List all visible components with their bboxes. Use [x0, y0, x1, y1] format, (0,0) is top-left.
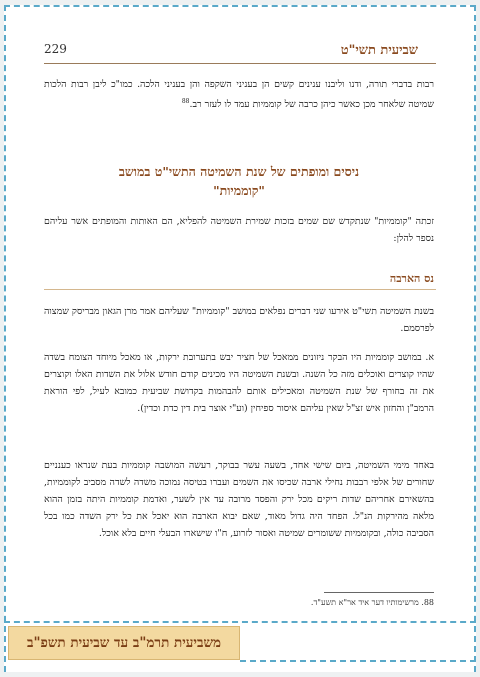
- footnote: 88. מרשימותיו דער איד אר"א תשע"ד.: [310, 598, 434, 607]
- footnote-mark: 88: [181, 98, 190, 105]
- section-title-line-2: "קוממיות": [213, 183, 265, 198]
- section-title-line-1: ניסים ומופתים של שנת השמיטה התשי"ט במושב: [118, 164, 360, 179]
- page-number: 229: [44, 42, 67, 56]
- bottom-dashed-line: [240, 660, 476, 662]
- bottom-dashed-border: [4, 621, 476, 623]
- intro-paragraph: [44, 76, 434, 113]
- book-title-banner: משביעית תרמ"ב עד שביעית תשפ"ב: [8, 626, 240, 660]
- section-title: [44, 162, 434, 200]
- section-intro: זכתה "קוממיות" שנתקדש שם שמים בזכות שמירת השמיטה להפליא, הם האותות והמופתים אשר עליהם נספר להלן:: [44, 216, 434, 244]
- footnote-rule: [324, 592, 434, 593]
- subheading-rule: [44, 289, 436, 290]
- intro-text: רבות בדברי תורה, ודנו וליבנו ענינים קשים הן בעניני השקפה והן בעניני הלכה. כמו"כ ליבן רבות הלכות שמיטה שלאחר מכן כאשר כיהן כרבה של קוממיות עמד לו לעזר רב.: [44, 79, 434, 111]
- paragraph-3: באחד מימי השמיטה, ביום שישי אחד, בשעה עשר בבוקר, רעשה המושבה קוממיות בעת שנראו כענניים שחורים של אלפי רבבות נחילי ארבה שכיסו את השמים ועברו בטיסה נמוכה משדה לשדה מסביב לקוממיות, בהשאירם אחריהם שדות ריקים מכל ירק והפסד מרובה עד אין לשער, ואדמת קוממיות היתה בזמן ההוא מלאה מהירקות הנ"ל. הפחד היה גדול מאוד, שאם יבוא הארבה הוא יאכל את כל ירק השדה כמו בכל הסביבה כולה, ובקוממיות ששומרים שמיטה ואסור לזרוע, ח"ו שישארו הבעלי חיים בלא אוכל.: [44, 460, 434, 539]
- running-title: שביעית תשי"ט: [340, 43, 418, 58]
- subsection-heading: נס הארבה: [389, 272, 434, 285]
- paragraph-1: בשנת השמיטה תשי"ט אירעו שני דברים נפלאים במושב "קוממיות" שעליהם אמר מרן הגאון מבריסק שמצוה לפרסמם.: [44, 306, 434, 334]
- header-rule: [44, 63, 436, 64]
- paragraph-2: א. במושב קוממיות היו הבקר ניזונים ממאכל של חציר יבש בתערובת ירקות, או מאכל מיוחד הצומח בשדה שהיו קוצרים ואוכלים מזה כל השנה. ובשנת השמיטה היו מכינים קודם חודש אלול את השדות האלו וקוצרים את זה בחורף של שנת השמיטה ומאכילים אותם להבהמות בקדושת שביעית כמובא לעיל, לפי הוראת הרמב"ן והחזון איש זצ"ל שאין עליהם איסור ספיחין (וע"י אוצר בית דין כדת וכדין).: [44, 352, 434, 414]
